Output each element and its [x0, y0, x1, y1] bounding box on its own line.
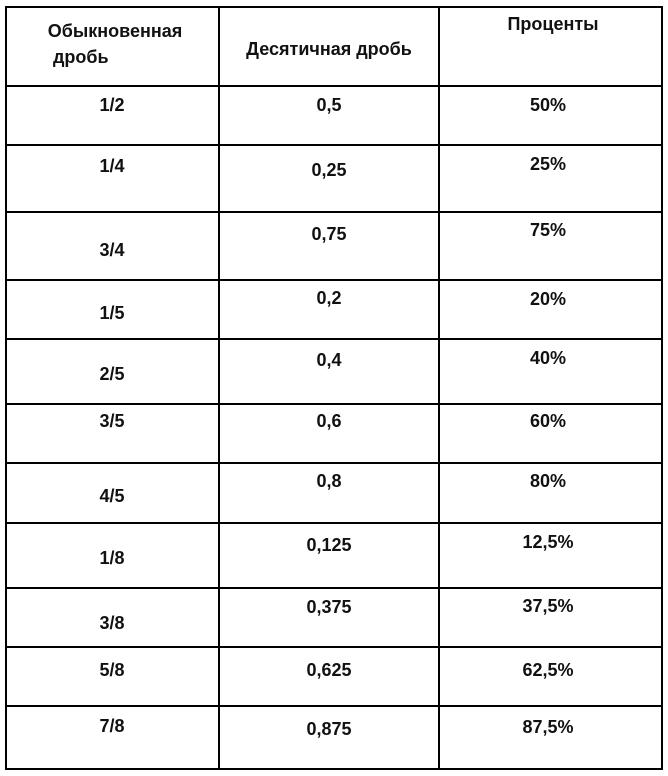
table-border-top	[5, 6, 663, 8]
header-common-fraction	[25, 18, 205, 70]
cell-percent: 25%	[529, 154, 567, 174]
cell-fraction: 1/2	[99, 95, 125, 115]
cell-decimal: 0,125	[306, 535, 352, 555]
table-row-divider	[5, 705, 663, 707]
table-row-divider	[5, 144, 663, 146]
table-row-divider	[5, 587, 663, 589]
cell-decimal: 0,75	[311, 224, 347, 244]
cell-fraction: 3/8	[99, 613, 125, 633]
cell-percent: 80%	[529, 471, 567, 491]
cell-percent: 50%	[529, 95, 567, 115]
cell-percent: 62,5%	[522, 660, 574, 680]
cell-decimal: 0,4	[316, 350, 342, 370]
fraction-conversion-table	[5, 6, 663, 770]
table-row-divider	[5, 403, 663, 405]
cell-percent: 75%	[529, 220, 567, 240]
cell-decimal: 0,875	[306, 719, 352, 739]
header-common-fraction-line1: Обыкновенная	[47, 21, 183, 41]
header-percent: Проценты	[507, 14, 599, 34]
cell-fraction: 4/5	[99, 486, 125, 506]
cell-fraction: 1/5	[99, 303, 125, 323]
header-decimal-fraction: Десятичная дробь	[246, 39, 412, 59]
table-row-divider	[5, 279, 663, 281]
table-border-bottom	[5, 768, 663, 770]
cell-percent: 87,5%	[522, 717, 574, 737]
table-column-divider	[218, 6, 220, 770]
cell-percent: 20%	[529, 289, 567, 309]
cell-decimal: 0,5	[316, 95, 342, 115]
table-row-divider	[5, 522, 663, 524]
table-column-divider	[438, 6, 440, 770]
cell-decimal: 0,2	[316, 288, 342, 308]
cell-decimal: 0,6	[316, 411, 342, 431]
cell-fraction: 3/5	[99, 411, 125, 431]
cell-decimal: 0,25	[311, 160, 347, 180]
header-common-fraction-line2: дробь	[53, 47, 109, 67]
table-row-divider	[5, 338, 663, 340]
cell-fraction: 2/5	[99, 364, 125, 384]
cell-fraction: 1/8	[99, 548, 125, 568]
cell-percent: 40%	[529, 348, 567, 368]
cell-fraction: 5/8	[99, 660, 125, 680]
cell-percent: 60%	[529, 411, 567, 431]
cell-decimal: 0,625	[306, 660, 352, 680]
table-row-divider	[5, 462, 663, 464]
cell-fraction: 1/4	[99, 156, 125, 176]
cell-decimal: 0,8	[316, 471, 342, 491]
table-border-right	[661, 6, 663, 770]
table-row-divider	[5, 211, 663, 213]
cell-decimal: 0,375	[306, 597, 352, 617]
cell-fraction: 7/8	[99, 716, 125, 736]
cell-percent: 12,5%	[522, 532, 574, 552]
cell-fraction: 3/4	[99, 240, 125, 260]
table-row-divider	[5, 85, 663, 87]
table-border-left	[5, 6, 7, 770]
table-row-divider	[5, 646, 663, 648]
cell-percent: 37,5%	[522, 596, 574, 616]
